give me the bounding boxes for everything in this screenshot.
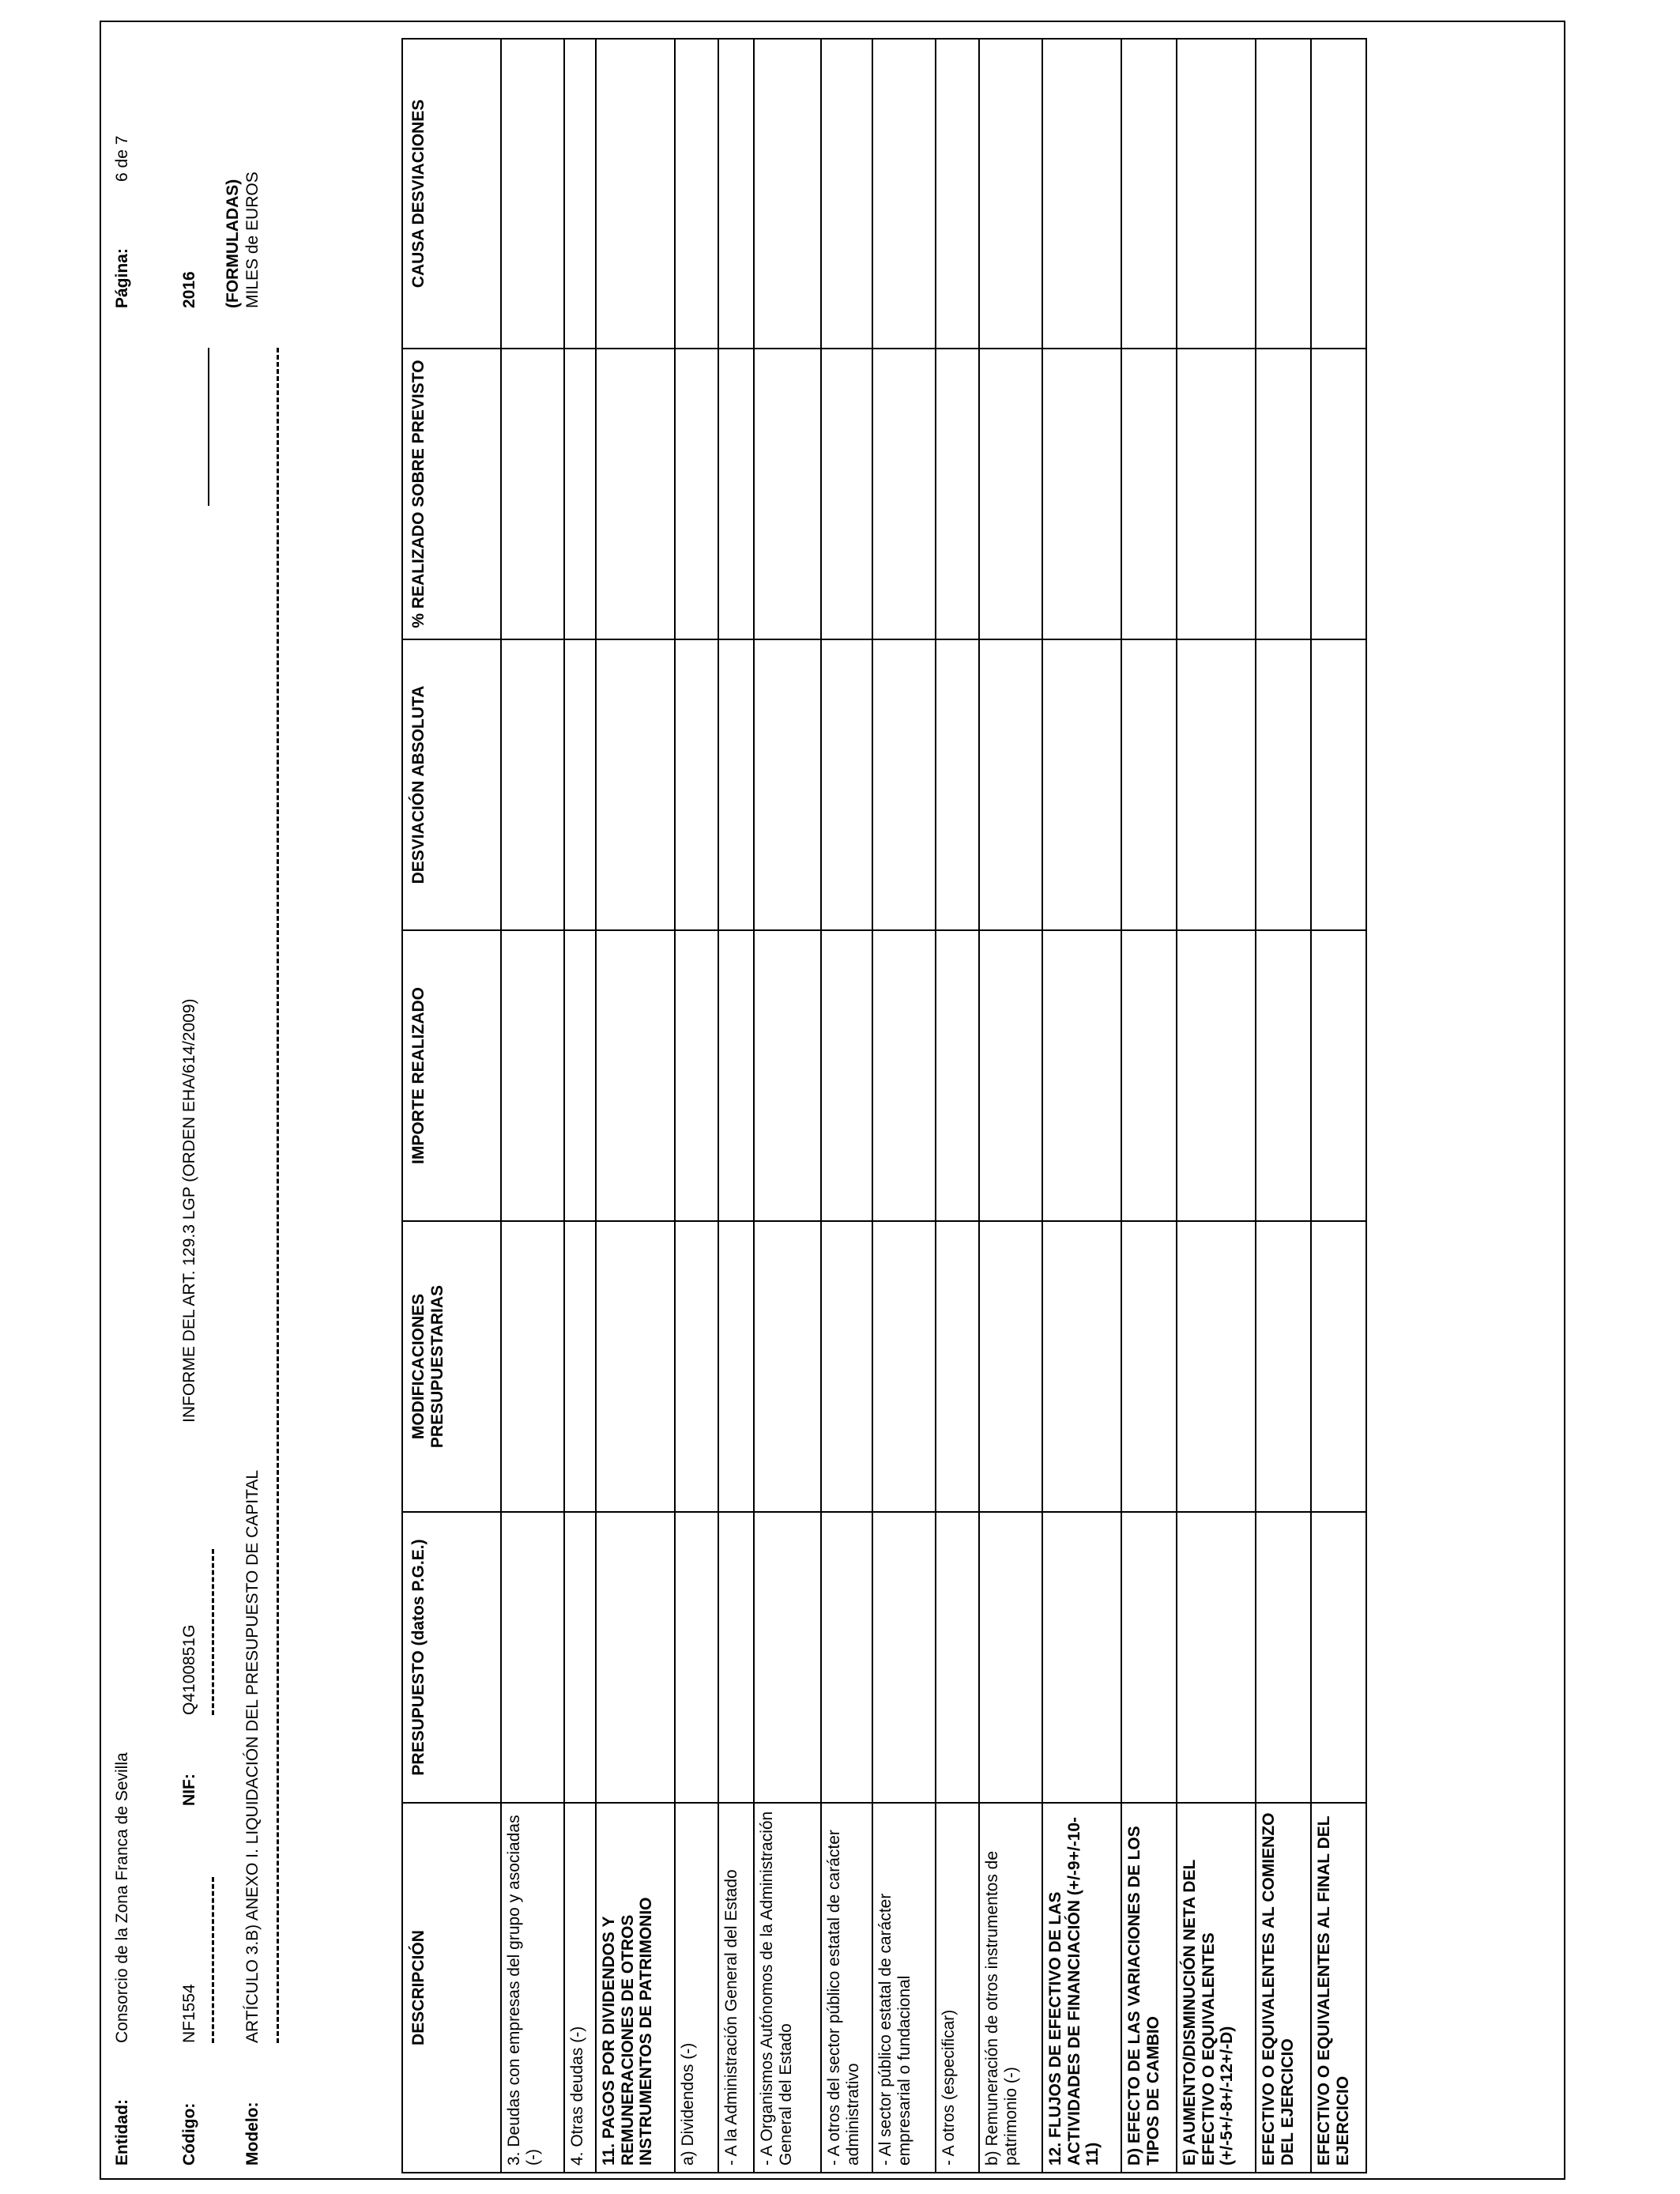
table-row [1177,39,1256,2173]
row-description: EFECTIVO O EQUIVALENTES AL FINAL DEL EJERCICIO [1311,1803,1366,2173]
table-row [754,39,821,2173]
page-frame [100,21,1565,2180]
pagina-value: 6 de 7 [113,135,131,182]
table-row [1311,39,1366,2173]
col-presupuesto: PRESUPUESTO (datos P.G.E.) [402,1512,501,1803]
table-row [979,39,1042,2173]
year: 2016 [180,271,198,308]
row-description: 4. Otras deudas (-) [564,1803,596,2173]
table-header-row [402,39,501,2173]
table-row [821,39,872,2173]
entidad-value: Consorcio de la Zona Franca de Sevilla [113,1752,131,2043]
row-description: - A otros del sector público estatal de carácter administrativo [821,1803,872,2173]
col-modificaciones: MODIFICACIONES PRESUPUESTARIAS [402,1221,501,1512]
row-description: a) Dividendos (-) [675,1803,718,2173]
rotated-page-content [101,22,1567,2181]
codigo-label: Código: [180,2102,198,2166]
table-row [936,39,979,2173]
codigo-value: NF1554 [180,1984,198,2043]
table-row [1042,39,1121,2173]
table-row [1256,39,1311,2173]
informe-title: INFORME DEL ART. 129.3 LGP (ORDEN EHA/614/2009) [180,998,198,1423]
col-descripcion: DESCRIPCIÓN [402,1803,501,2173]
formuladas-label: (FORMULADAS) [224,179,242,308]
units-label: MILES de EUROS [243,172,262,308]
modelo-value: ARTÍCULO 3.B) ANEXO I. LIQUIDACIÓN DEL PRESUPUESTO DE CAPITAL [243,1469,262,2043]
col-porcentaje-realizado: % REALIZADO SOBRE PREVISTO [402,349,501,639]
modelo-underline [277,348,279,2043]
pagina-label: Página: [113,248,131,308]
nif-underline [212,1549,214,1715]
row-description: E) AUMENTO/DISMINUCIÓN NETA DEL EFECTIVO O EQUIVALENTES (+/-5+/-8+/-12+/-D) [1177,1803,1256,2173]
row-description: D) EFECTO DE LAS VARIACIONES DE LOS TIPOS DE CAMBIO [1121,1803,1177,2173]
row-description: b) Remuneración de otros instrumentos de patrimonio (-) [979,1803,1042,2173]
row-description: - A otros (especificar) [936,1803,979,2173]
row-description: - A Organismos Autónomos de la Administración General del Estado [754,1803,821,2173]
entidad-label: Entidad: [113,2099,131,2166]
codigo-underline [212,1877,214,2043]
table-row [596,39,675,2173]
table-row [872,39,936,2173]
row-description: 12. FLUJOS DE EFECTIVO DE LAS ACTIVIDADES DE FINANCIACIÓN (+/-9+/-10-11) [1042,1803,1121,2173]
table-row [718,39,754,2173]
row-description: 3. Deudas con empresas del grupo y asociadas (-) [501,1803,564,2173]
budget-table [401,38,1367,2173]
row-description: - Al sector público estatal de carácter empresarial o fundacional [872,1803,936,2173]
table-row [675,39,718,2173]
informe-rule [208,348,209,506]
nif-label: NIF: [180,1774,198,1806]
row-description: - A la Administración General del Estado [718,1803,754,2173]
table-row [564,39,596,2173]
table-row [1121,39,1177,2173]
modelo-label: Modelo: [243,2102,262,2166]
col-causa-desviaciones: CAUSA DESVIACIONES [402,39,501,349]
col-importe-realizado: IMPORTE REALIZADO [402,930,501,1221]
col-desviacion-absoluta: DESVIACIÓN ABSOLUTA [402,639,501,930]
row-description: 11. PAGOS POR DIVIDENDOS Y REMUNERACIONES DE OTROS INSTRUMENTOS DE PATRIMONIO [596,1803,675,2173]
nif-value: Q4100851G [180,1624,198,1715]
table-row [501,39,564,2173]
row-description: EFECTIVO O EQUIVALENTES AL COMIENZO DEL EJERCICIO [1256,1803,1311,2173]
